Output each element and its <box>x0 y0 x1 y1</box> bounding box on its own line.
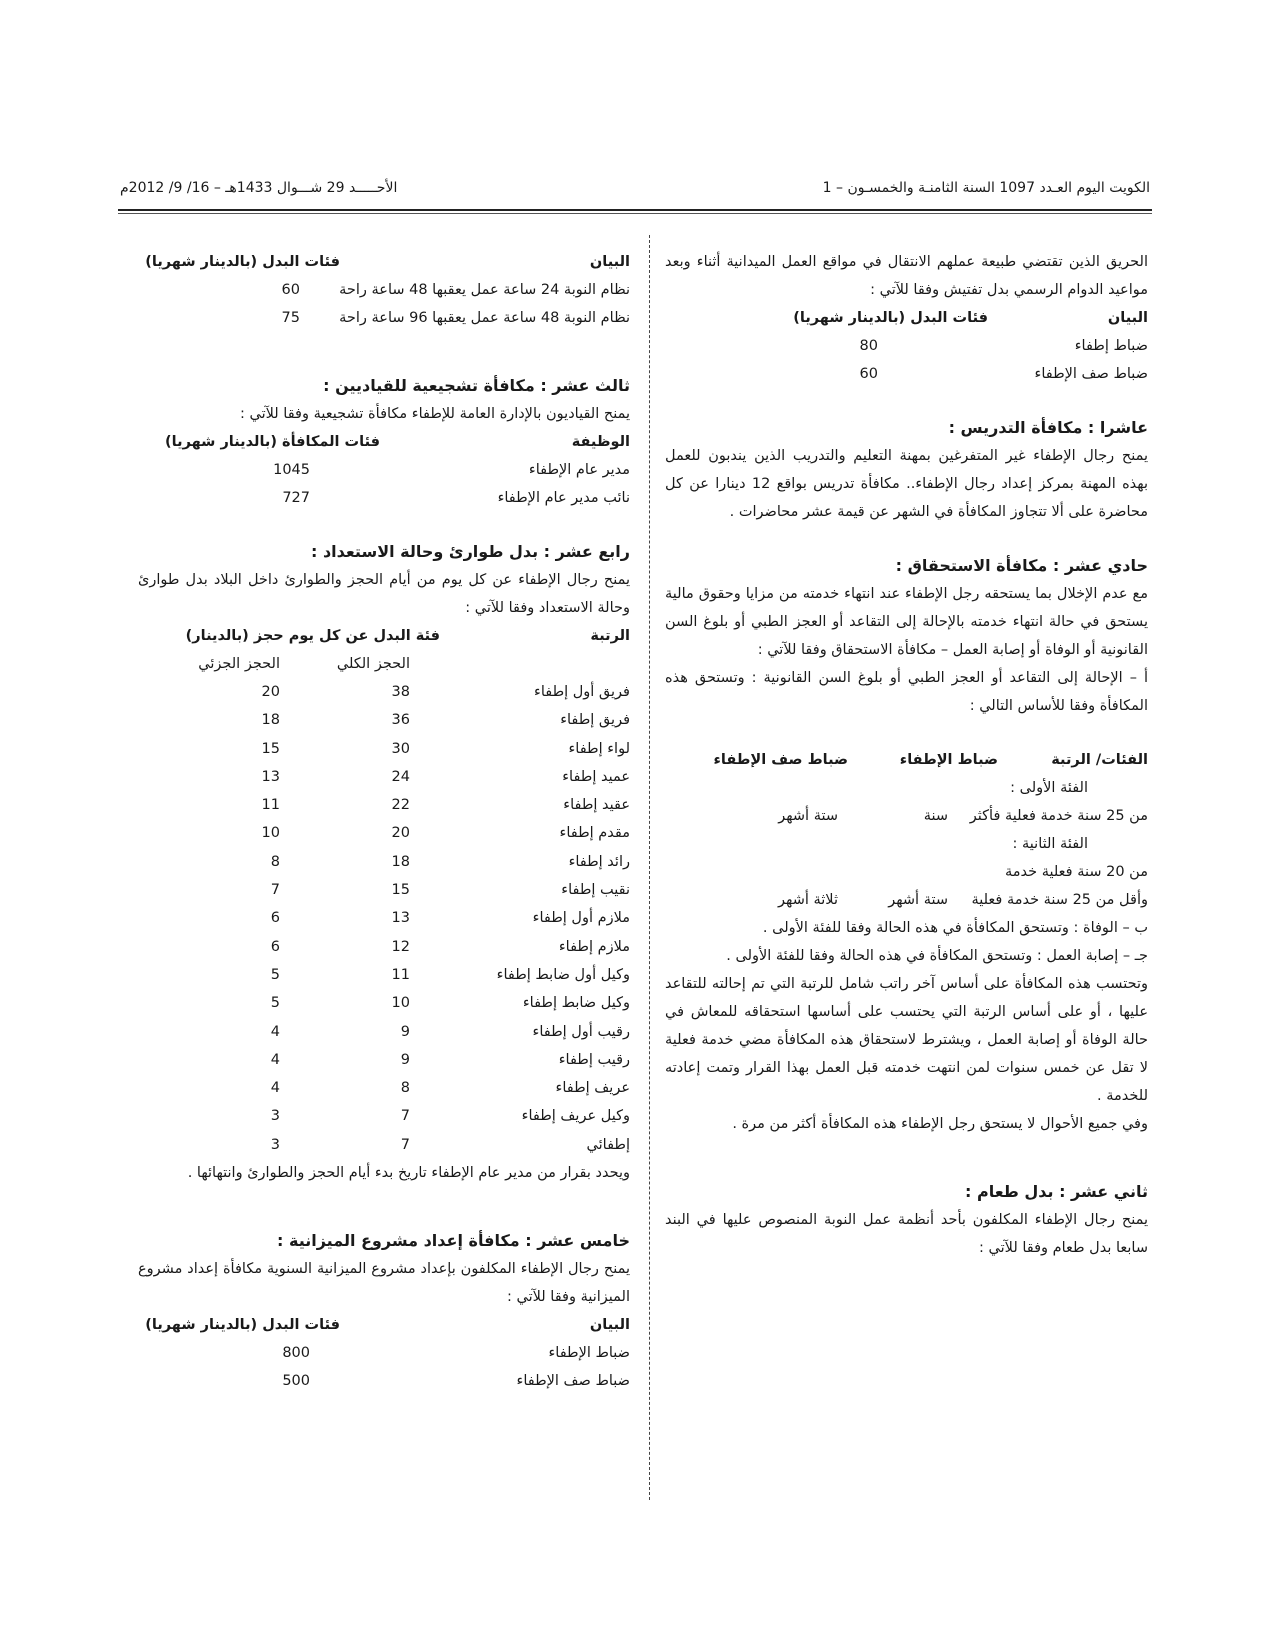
table-header-cell: الفئات/ الرتبة <box>1051 752 1148 768</box>
table-row <box>665 360 1148 388</box>
table-cell: 15 <box>261 740 280 757</box>
header-rule-thin <box>118 213 1152 214</box>
table-header <box>138 248 630 276</box>
table-cell: وكيل أول ضابط إطفاء <box>496 966 630 983</box>
table-header-cell: ضباط صف الإطفاء <box>713 752 848 768</box>
table-header <box>138 622 630 650</box>
table-cell: 7 <box>400 1108 410 1125</box>
table-cell: 6 <box>270 938 280 955</box>
table-row <box>138 456 630 484</box>
table-row <box>138 1074 630 1102</box>
table-row <box>665 830 1148 858</box>
table-header <box>665 304 1148 332</box>
table-cell: 8 <box>270 853 280 870</box>
section-title: ثاني عشر : بدل طعام : <box>965 1182 1148 1201</box>
table-cell: 4 <box>270 1051 280 1068</box>
section-paragraph: ب – الوفاة : وتستحق المكافأة في هذه الحالة وفقا للفئة الأولى . <box>762 920 1148 936</box>
table-cell: ضباط صف الإطفاء <box>1034 366 1148 382</box>
table-cell: ستة أشهر <box>778 808 838 824</box>
table-cell: 4 <box>270 1080 280 1097</box>
right-column <box>665 248 1148 1262</box>
table-cell: من 25 سنة خدمة فعلية فأكثر <box>969 808 1148 824</box>
table-cell: رقيب إطفاء <box>558 1051 630 1068</box>
table-cell: 5 <box>270 995 280 1012</box>
table-cell: 13 <box>391 910 410 927</box>
table-row <box>138 763 630 791</box>
section-paragraph: جـ – إصابة العمل : وتستحق المكافأة في هذه الحالة وفقا للفئة الأولى . <box>726 948 1148 964</box>
table-row <box>665 332 1148 360</box>
table-cell: ستة أشهر <box>888 892 948 908</box>
table-row <box>138 1131 630 1159</box>
column-divider <box>649 235 650 1500</box>
table-cell: 20 <box>261 684 280 700</box>
section-title: خامس عشر : مكافأة إعداد مشروع الميزانية : <box>277 1231 630 1251</box>
table-cell: لواء إطفاء <box>568 740 630 757</box>
table-header-cell: الرتبة <box>590 628 630 644</box>
table-header <box>138 1311 630 1339</box>
table-header-cell: فئات المكافأة (بالدينار شهريا) <box>165 434 380 450</box>
section-paragraph: يمنح القياديون بالإدارة العامة للإطفاء مكافأة تشجيعية وفقا للآتي : <box>240 406 630 422</box>
table-cell: 60 <box>281 282 300 298</box>
table-header-cell: فئة البدل عن كل يوم حجز (بالدينار) <box>185 628 440 644</box>
table-cell: ملازم إطفاء <box>558 938 630 955</box>
table-cell: 36 <box>391 712 410 729</box>
section-paragraph: أ – الإحالة إلى التقاعد أو العجز الطبي أو بلوغ السن القانونية : وتستحق هذه المكافأة وفقا للأساس التالي : <box>665 670 1148 714</box>
table-cell: نائب مدير عام الإطفاء <box>497 490 630 506</box>
header-issue-info: الكويت اليوم العـدد 1097 السنة الثامنـة والخمسـون – 1 <box>822 180 1150 196</box>
section-paragraph: ويحدد بقرار من مدير عام الإطفاء تاريخ بدء أيام الحجز والطوارئ وانتهائها . <box>187 1165 630 1182</box>
table-cell: رائد إطفاء <box>568 853 630 870</box>
table-cell: وأقل من 25 سنة خدمة فعلية <box>971 892 1148 908</box>
table-row <box>138 706 630 734</box>
section-title: رابع عشر : بدل طوارئ وحالة الاستعداد : <box>310 542 630 561</box>
table-cell: نظام النوبة 48 ساعة عمل يعقبها 96 ساعة راحة <box>339 310 630 326</box>
table-cell: 8 <box>400 1080 410 1097</box>
table-cell: 7 <box>270 882 280 899</box>
table-cell: 5 <box>270 966 280 983</box>
table-cell: 7 <box>400 1136 410 1153</box>
rank-table-body <box>138 678 630 1159</box>
table-cell: 80 <box>859 338 878 354</box>
table-cell: الفئة الأولى : <box>1010 780 1088 796</box>
table-cell: ضباط صف الإطفاء <box>516 1373 630 1390</box>
table-row <box>665 774 1148 802</box>
table-cell: 38 <box>391 684 410 700</box>
table-cell: 1045 <box>273 462 310 478</box>
table-row <box>138 848 630 876</box>
table-cell: سنة <box>923 808 948 824</box>
table-header-cell: فئات البدل (بالدينار شهريا) <box>793 310 988 326</box>
table-row <box>138 961 630 989</box>
table-row <box>138 304 630 332</box>
table-cell: الفئة الثانية : <box>1012 836 1088 852</box>
table-cell: إطفائي <box>586 1136 630 1153</box>
table-row <box>138 933 630 961</box>
table-subheader <box>138 650 630 678</box>
table-row <box>138 791 630 819</box>
table-row <box>138 484 630 512</box>
table-row <box>138 735 630 763</box>
table-cell: عميد إطفاء <box>562 768 630 785</box>
table-cell: وكيل عريف إطفاء <box>521 1108 630 1125</box>
table-row <box>138 1046 630 1074</box>
table-cell: مدير عام الإطفاء <box>528 462 630 478</box>
table-cell: 60 <box>859 366 878 382</box>
table-cell: 75 <box>281 310 300 326</box>
table-row <box>138 1102 630 1130</box>
table-cell: 12 <box>391 938 410 955</box>
section-title: ثالث عشر : مكافأة تشجيعية للقياديين : <box>323 376 630 395</box>
header-rule <box>118 209 1152 211</box>
table-row <box>665 802 1148 830</box>
table-cell: فريق إطفاء <box>560 712 630 729</box>
table-row <box>138 989 630 1017</box>
table-cell: 800 <box>282 1345 310 1362</box>
table-cell: ضباط إطفاء <box>1074 338 1148 354</box>
table-header-cell: الحجز الكلي <box>336 656 410 672</box>
table-header-cell: البيان <box>589 1317 630 1334</box>
section-paragraph: وتحتسب هذه المكافأة على أساس آخر راتب شامل للرتبة التي تم إحالته للتقاعد عليها ، أو على أساس الرتبة التي يحتسب على أساسها استحقاقه للمعاش في حالة الوفاة أو إصابة العمل ، ويشترط لاستحقاق هذه المكافأة مضي خدمة فعلية لا تقل عن خمس سنوات لمن انتهت خدمته قبل العمل بهذا القرار وتمت إعادته للخدمة . <box>665 976 1148 1104</box>
table-cell: نقيب إطفاء <box>561 882 630 899</box>
table-cell: 22 <box>391 797 410 814</box>
table-cell: نظام النوبة 24 ساعة عمل يعقبها 48 ساعة راحة <box>339 282 630 298</box>
table-header-cell: الوظيفة <box>571 434 630 450</box>
table-cell: عريف إطفاء <box>555 1080 630 1097</box>
table-cell: 727 <box>282 490 310 506</box>
table-header <box>665 746 1148 774</box>
section-paragraph: يمنح رجال الإطفاء عن كل يوم من أيام الحجز والطوارئ داخل البلاد بدل طوارئ وحالة الاستعداد وفقا للآتي : <box>138 572 630 616</box>
section-title: عاشرا : مكافأة التدريس : <box>948 418 1148 437</box>
table-header-cell: ضباط الإطفاء <box>899 752 998 768</box>
table-row <box>138 876 630 904</box>
table-cell: 4 <box>270 1023 280 1040</box>
table-cell: رقيب أول إطفاء <box>532 1023 630 1040</box>
table-cell: عقيد إطفاء <box>563 797 630 814</box>
table-cell: 9 <box>400 1023 410 1040</box>
section-paragraph: مع عدم الإخلال بما يستحقه رجل الإطفاء عند انتهاء خدمته من مزايا وحقوق مالية يستحق في حالة انتهاء خدمته بالإحالة إلى التقاعد أو العجز الطبي أو بلوغ السن القانونية أو الوفاة أو إصابة العمل – مكافأة الاستحقاق وفقا للآتي : <box>665 586 1148 658</box>
table-cell: وكيل ضابط إطفاء <box>522 995 630 1012</box>
table-cell: 18 <box>391 853 410 870</box>
table-cell: 11 <box>261 797 280 814</box>
table-row <box>138 819 630 847</box>
table-cell: 15 <box>391 882 410 899</box>
table-header-cell: البيان <box>1107 310 1148 326</box>
left-column <box>138 248 630 1395</box>
table-cell: ضباط الإطفاء <box>548 1345 630 1362</box>
table-cell: ملازم أول إطفاء <box>532 910 630 927</box>
section-paragraph: وفي جميع الأحوال لا يستحق رجل الإطفاء هذه المكافأة أكثر من مرة . <box>732 1116 1148 1132</box>
table-cell: 10 <box>261 825 280 842</box>
table-cell: 18 <box>261 712 280 729</box>
table-row <box>665 858 1148 886</box>
section-paragraph: يمنح رجال الإطفاء غير المتفرغين بمهنة التعليم والتدريب الذين يندبون للعمل بهذه المهنة بمركز إعداد رجال الإطفاء.. مكافأة تدريس بواقع 12 دينارا عن كل محاضرة على ألا تتجاوز المكافأة في الشهر عن قيمة عشر محاضرات . <box>665 448 1149 520</box>
table-cell: 500 <box>282 1373 310 1390</box>
table-row <box>138 1339 630 1367</box>
table-header <box>138 428 630 456</box>
table-row <box>138 1018 630 1046</box>
table-row <box>138 276 630 304</box>
table-cell: 3 <box>270 1108 280 1125</box>
table-cell: مقدم إطفاء <box>559 825 630 842</box>
table-cell: ثلاثة أشهر <box>778 892 838 908</box>
table-cell: 20 <box>391 825 410 842</box>
section-paragraph: يمنح رجال الإطفاء المكلفون بأحد أنظمة عمل النوبة المنصوص عليها في البند سابعا بدل طعام وفقا للآتي : <box>665 1212 1148 1256</box>
table-header-cell: فئات البدل (بالدينار شهريا) <box>145 254 340 270</box>
table-cell: 13 <box>261 768 280 785</box>
section-paragraph: يمنح رجال الإطفاء المكلفون بإعداد مشروع الميزانية السنوية مكافأة إعداد مشروع الميزانية وفقا للآتي : <box>138 1261 630 1306</box>
table-cell: 10 <box>391 995 410 1012</box>
header-date: الأحـــــد 29 شـــوال 1433هـ – 16/ 9/ 2012م <box>120 180 398 196</box>
table-row <box>138 904 630 932</box>
intro-paragraph: الحريق الذين تقتضي طبيعة عملهم الانتقال في مواقع العمل الميدانية أثناء وبعد مواعيد الدوام الرسمي بدل تفتيش وفقا للآتي : <box>665 254 1148 298</box>
table-cell: 11 <box>391 966 410 983</box>
table-header-cell: الحجز الجزئي <box>198 656 280 672</box>
table-row <box>665 886 1148 914</box>
table-cell: 9 <box>400 1051 410 1068</box>
table-cell: 30 <box>391 740 410 757</box>
table-cell: 3 <box>270 1136 280 1153</box>
table-cell: 6 <box>270 910 280 927</box>
table-row <box>138 1367 630 1395</box>
section-title: حادي عشر : مكافأة الاستحقاق : <box>895 556 1148 575</box>
table-row <box>138 678 630 706</box>
table-header-cell: البيان <box>589 254 630 270</box>
table-cell: فريق أول إطفاء <box>534 684 630 700</box>
table-cell: 24 <box>391 768 410 785</box>
table-cell: من 20 سنة فعلية خدمة <box>1005 864 1148 880</box>
table-header-cell: فئات البدل (بالدينار شهريا) <box>145 1317 340 1334</box>
